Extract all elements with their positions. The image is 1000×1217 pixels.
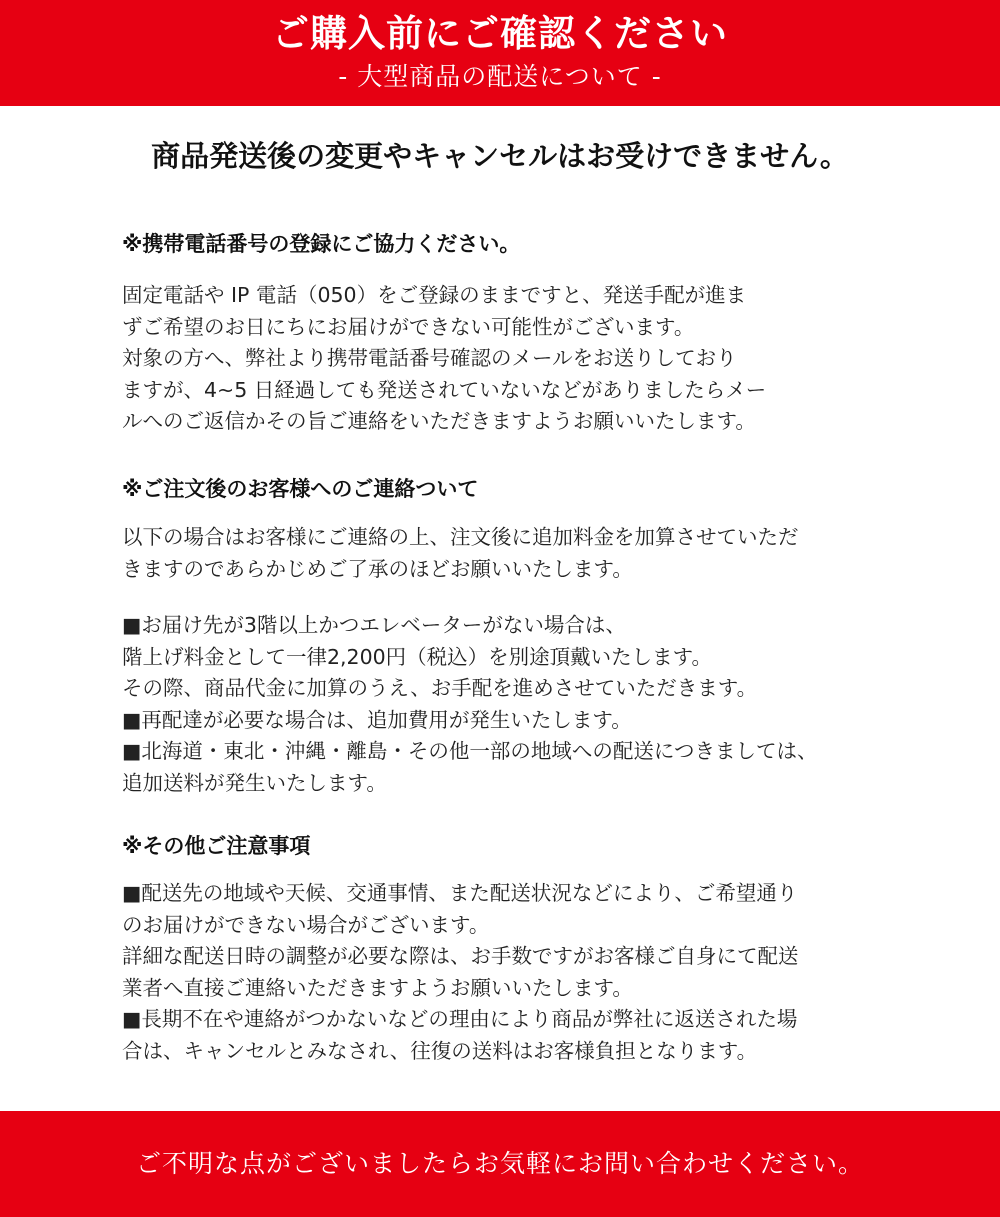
text-line: ルへのご返信かその旨ご連絡をいただきますようお願いいたします。 [122,409,756,433]
main-notice: 商品発送後の変更やキャンセルはお受けできません。 [151,139,849,173]
text-line: 詳細な配送日時の調整が必要な際は、お手数ですがお客様ご自身にて配送 [122,944,799,968]
text-line: ■お届け先が3階以上かつエレベーターがない場合は、 [122,613,626,637]
section-body-notes [122,878,922,1067]
text-line: ■配送先の地域や天候、交通事情、また配送状況などにより、ご希望通り [122,881,798,905]
text-line: 業者へ直接ご連絡いただきますようお願いいたします。 [122,975,633,1000]
text-line: のお届けができない場合がございます。 [122,912,490,937]
text-line: 対象の方へ、弊社より携帯電話番号確認のメールをお送りしており [122,346,737,370]
footer-text: ご不明な点がございましたらお気軽にお問い合わせください。 [135,1149,864,1178]
text-line: ■北海道・東北・沖縄・離島・その他一部の地域への配送につきましては、 [122,739,818,763]
text-line: 合は、キャンセルとみなされ、往復の送料はお客様負担となります。 [122,1038,758,1063]
text-line: ■長期不在や連絡がつかないなどの理由により商品が弊社に返送された場 [122,1007,798,1031]
text-line: その際、商品代金に加算のうえ、お手配を進めさせていただきます。 [122,676,758,700]
text-line: 追加送料が発生いたします。 [122,770,387,795]
text-line: ■再配達が必要な場合は、追加費用が発生いたします。 [122,707,632,732]
page-subtitle: - 大型商品の配送について - [338,62,662,91]
section-intro-contact [122,522,922,585]
text-line: ますが、4~5 日経過しても発送されていないなどがありましたらメー [122,377,767,402]
section-title-phone: ※携帯電話番号の登録にご協力ください。 [122,232,521,256]
section-title-notes: ※その他ご注意事項 [122,834,311,858]
text-line: 固定電話や IP 電話（050）をご登録のままですと、発送手配が進ま [122,283,747,307]
section-body-phone [122,280,922,438]
footer-banner [0,1111,1000,1217]
section-title-contact: ※ご注文後のお客様へのご連絡ついて [122,477,479,501]
text-line: 階上げ料金として一律2,200円（税込）を別途頂戴いたします。 [122,644,713,669]
page-title: ご購入前にご確認ください [272,12,728,55]
text-line: 以下の場合はお客様にご連絡の上、注文後に追加料金を加算させていただ [122,525,799,549]
section-items-contact [122,610,922,799]
text-line: きますのであらかじめご了承のほどお願いいたします。 [122,556,633,581]
text-line: ずご希望のお日にちにお届けができない可能性がございます。 [122,314,695,339]
header-banner [0,0,1000,106]
